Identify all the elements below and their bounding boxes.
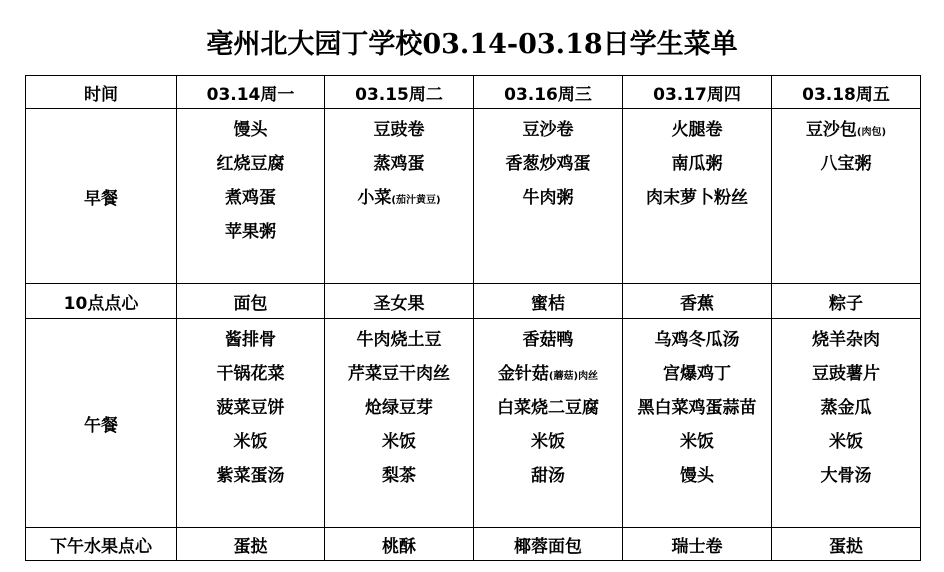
snack-label-cell: 10点点心 [26, 284, 177, 319]
dish-item [177, 391, 324, 425]
snack-cell: 蜜桔 [474, 284, 623, 319]
dish-name: 菠菜豆饼 [216, 398, 285, 418]
dish-name: 紫菜蛋汤 [216, 466, 285, 486]
menu-table [25, 75, 921, 561]
dish-name: 牛肉烧土豆 [356, 330, 442, 350]
dish-item [772, 323, 920, 357]
dish-name: 米饭 [233, 432, 268, 452]
dish-item [623, 425, 771, 459]
snack-row [26, 284, 921, 319]
dish-item [772, 425, 920, 459]
dish-name: 黑白菜鸡蛋蒜苗 [637, 398, 757, 418]
dish-item [772, 147, 920, 181]
dish-item [177, 113, 324, 147]
dish-item [772, 391, 920, 425]
dish-name: 芹菜豆干肉丝 [348, 364, 450, 384]
breakfast-row [26, 109, 921, 284]
breakfast-label-cell: 早餐 [26, 109, 177, 284]
lunch-row [26, 319, 921, 528]
dish-item [177, 147, 324, 181]
day-header-cell: 03.16周三 [474, 76, 623, 109]
dish-item [325, 147, 473, 181]
dish-note: (肉包) [856, 127, 887, 138]
dish-item [474, 147, 622, 181]
fruit-cell: 蛋挞 [177, 528, 325, 561]
dish-note: (茄汁黄豆) [391, 195, 441, 206]
dish-item [325, 113, 473, 147]
dish-item [177, 425, 324, 459]
lunch-cell [772, 319, 921, 528]
fruit-cell: 桃酥 [325, 528, 474, 561]
dish-name: 豆沙包 [805, 120, 857, 140]
dish-suffix: 肉丝 [578, 371, 599, 382]
dish-name: 炝绿豆芽 [365, 398, 433, 418]
dish-name: 香葱炒鸡蛋 [505, 154, 591, 174]
dish-item [474, 323, 622, 357]
dish-name: 米饭 [531, 432, 565, 452]
fruit-label-cell: 下午水果点心 [26, 528, 177, 561]
dish-item [177, 215, 324, 249]
dish-item [474, 425, 622, 459]
day-header-cell: 03.15周二 [325, 76, 474, 109]
fruit-cell: 瑞士卷 [623, 528, 772, 561]
dish-item [177, 459, 324, 493]
dish-name: 煮鸡蛋 [225, 188, 276, 208]
dish-name: 肉末萝卜粉丝 [646, 188, 748, 208]
dish-item [623, 113, 771, 147]
dish-name: 甜汤 [531, 466, 565, 486]
dish-name: 豆豉卷 [373, 120, 425, 140]
dish-item [623, 357, 771, 391]
dish-name: 馒头 [233, 120, 268, 140]
dish-item [474, 459, 622, 493]
dish-name: 酱排骨 [225, 330, 276, 350]
dish-item [623, 459, 771, 493]
dish-item [623, 323, 771, 357]
dish-item [325, 181, 473, 215]
lunch-cell [474, 319, 623, 528]
dish-name: 小菜 [357, 188, 392, 208]
dish-name: 白菜烧二豆腐 [497, 398, 599, 418]
dish-name: 蒸鸡蛋 [373, 154, 425, 174]
dish-item [325, 425, 473, 459]
dish-item [325, 391, 473, 425]
dish-name: 苹果粥 [225, 222, 276, 242]
dish-name: 烧羊杂肉 [812, 330, 880, 350]
lunch-label-cell: 午餐 [26, 319, 177, 528]
dish-name: 金针菇 [497, 364, 549, 384]
fruit-row [26, 528, 921, 561]
dish-item [474, 357, 622, 391]
dish-name: 红烧豆腐 [216, 154, 285, 174]
dish-item [772, 459, 920, 493]
dish-item [325, 357, 473, 391]
day-header-cell: 03.17周四 [623, 76, 772, 109]
snack-cell: 粽子 [772, 284, 921, 319]
lunch-cell [325, 319, 474, 528]
dish-name: 梨茶 [382, 466, 416, 486]
dish-name: 米饭 [680, 432, 714, 452]
dish-item [623, 147, 771, 181]
dish-name: 乌鸡冬瓜汤 [654, 330, 740, 350]
dish-item [623, 181, 771, 215]
dish-item [177, 181, 324, 215]
snack-cell: 香蕉 [623, 284, 772, 319]
dish-name: 豆豉薯片 [812, 364, 880, 384]
breakfast-cell [325, 109, 474, 284]
dish-name: 豆沙卷 [522, 120, 574, 140]
snack-cell: 圣女果 [325, 284, 474, 319]
fruit-cell: 椰蓉面包 [474, 528, 623, 561]
breakfast-cell [177, 109, 325, 284]
breakfast-cell [772, 109, 921, 284]
dish-item [772, 113, 920, 147]
dish-item [474, 113, 622, 147]
dish-item [474, 391, 622, 425]
dish-name: 香菇鸭 [522, 330, 574, 350]
time-header-cell: 时间 [26, 76, 177, 109]
dish-name: 宫爆鸡丁 [663, 364, 731, 384]
dish-item [772, 357, 920, 391]
lunch-cell [177, 319, 325, 528]
snack-cell: 面包 [177, 284, 325, 319]
lunch-cell [623, 319, 772, 528]
dish-name: 八宝粥 [820, 154, 872, 174]
dish-item [177, 323, 324, 357]
dish-name: 馒头 [680, 466, 714, 486]
dish-name: 南瓜粥 [671, 154, 723, 174]
dish-item [325, 323, 473, 357]
dish-name: 火腿卷 [671, 120, 723, 140]
dish-name: 牛肉粥 [522, 188, 574, 208]
day-header-cell: 03.18周五 [772, 76, 921, 109]
dish-item [623, 391, 771, 425]
dish-note: (蘑菇) [548, 371, 579, 382]
dish-name: 米饭 [382, 432, 416, 452]
dish-item [177, 357, 324, 391]
fruit-cell: 蛋挞 [772, 528, 921, 561]
dish-item [325, 459, 473, 493]
page-title: 亳州北大园丁学校03.14-03.18日学生菜单 [206, 29, 738, 60]
breakfast-cell [474, 109, 623, 284]
dish-name: 干锅花菜 [216, 364, 285, 384]
dish-item [474, 181, 622, 215]
dish-name: 蒸金瓜 [820, 398, 872, 418]
breakfast-cell [623, 109, 772, 284]
dish-name: 大骨汤 [820, 466, 872, 486]
day-header-cell: 03.14周一 [177, 76, 325, 109]
dish-name: 米饭 [829, 432, 863, 452]
header-row [26, 76, 921, 109]
